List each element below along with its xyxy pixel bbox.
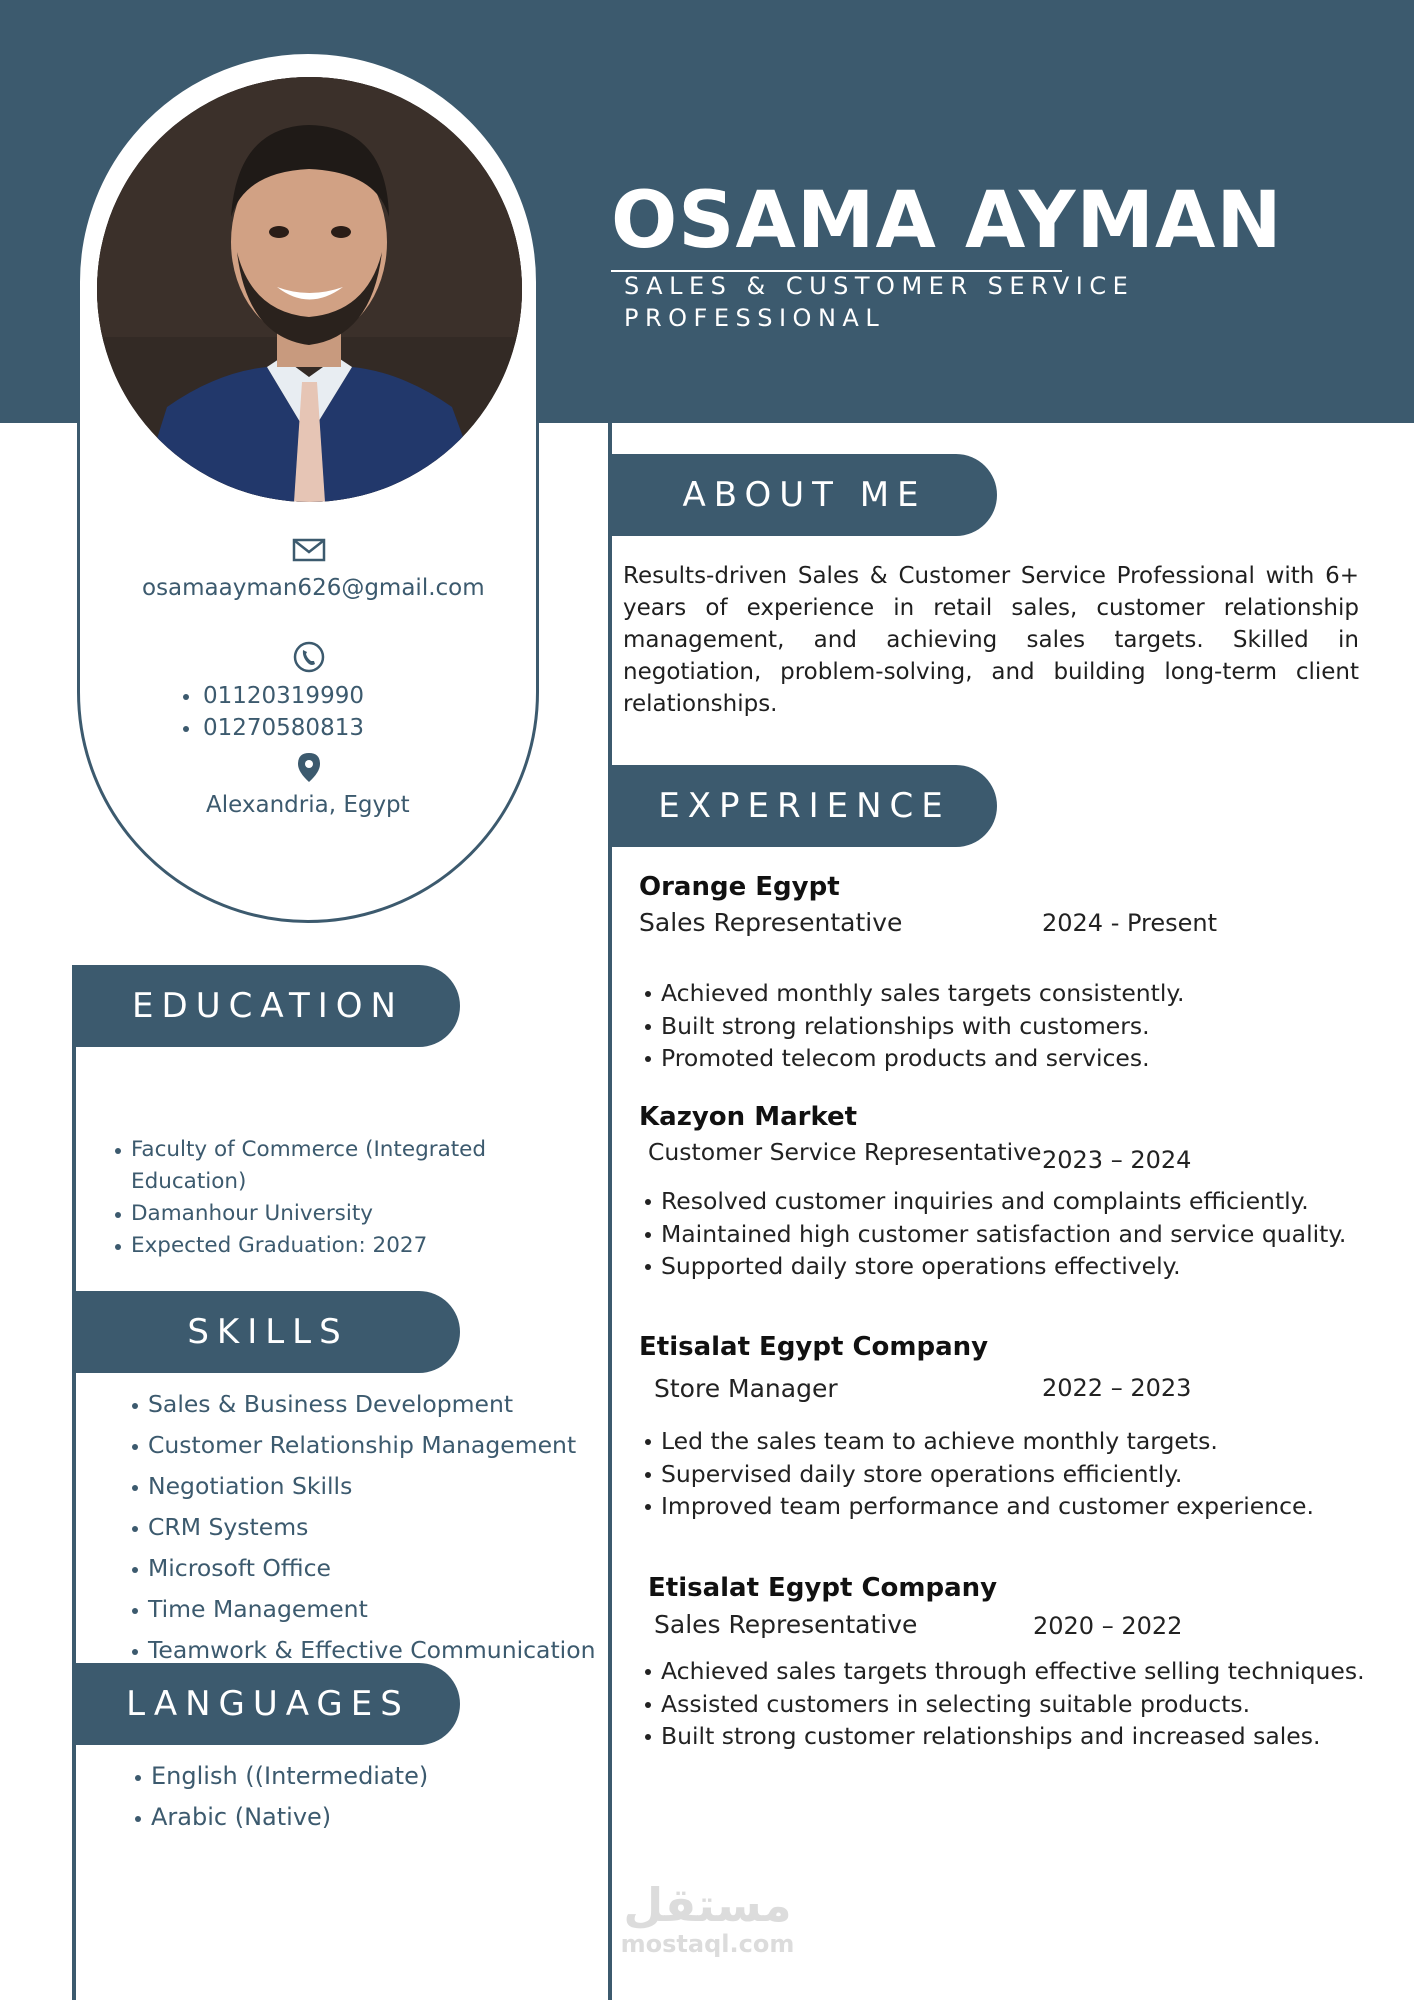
skills-heading: SKILLS bbox=[76, 1291, 460, 1373]
watermark-arabic: مستقل bbox=[623, 1878, 792, 1932]
skills-list bbox=[130, 1384, 595, 1671]
job-bullet: Supervised daily store operations efficiently. bbox=[643, 1458, 1314, 1491]
job-bullet: Built strong relationships with customers. bbox=[643, 1010, 1184, 1043]
skill-item: Negotiation Skills bbox=[130, 1466, 595, 1507]
job-dates: 2022 – 2023 bbox=[1042, 1374, 1192, 1402]
job-bullet: Assisted customers in selecting suitable products. bbox=[643, 1688, 1365, 1721]
left-column-rule bbox=[72, 965, 76, 2000]
education-heading: EDUCATION bbox=[76, 965, 460, 1047]
watermark-domain: mostaql.com bbox=[620, 1930, 795, 1958]
education-item: Damanhour University bbox=[113, 1198, 493, 1230]
job-dates: 2024 - Present bbox=[1042, 909, 1218, 937]
mail-icon bbox=[292, 533, 326, 567]
job-company: Orange Egypt bbox=[639, 872, 840, 902]
skill-item: CRM Systems bbox=[130, 1507, 595, 1548]
job-role: Store Manager bbox=[654, 1374, 838, 1403]
job-dates: 2020 – 2022 bbox=[1033, 1612, 1183, 1640]
job-bullet: Achieved sales targets through effective selling techniques. bbox=[643, 1655, 1365, 1688]
skill-item: Time Management bbox=[130, 1589, 595, 1630]
phone-number: 01120319990 bbox=[183, 680, 364, 712]
job-bullet: Supported daily store operations effectively. bbox=[643, 1250, 1346, 1283]
skill-item: Customer Relationship Management bbox=[130, 1425, 595, 1466]
about-me-heading: ABOUT ME bbox=[612, 454, 997, 536]
phone-list bbox=[183, 680, 364, 744]
skill-item: Microsoft Office bbox=[130, 1548, 595, 1589]
experience-heading: EXPERIENCE bbox=[612, 765, 997, 847]
location-pin-icon bbox=[292, 750, 326, 784]
profile-photo bbox=[97, 77, 522, 502]
job-role: Customer Service Representative bbox=[648, 1138, 1042, 1166]
email-address: osamaayman626@gmail.com bbox=[142, 575, 485, 601]
job-bullets bbox=[643, 1425, 1314, 1523]
job-role: Sales Representative bbox=[639, 908, 903, 937]
phone-number: 01270580813 bbox=[183, 712, 364, 744]
skill-item: Teamwork & Effective Communication bbox=[130, 1630, 595, 1671]
job-company: Kazyon Market bbox=[639, 1102, 858, 1132]
candidate-title: SALES & CUSTOMER SERVICE PROFESSIONAL bbox=[624, 272, 1135, 332]
job-role: Sales Representative bbox=[654, 1610, 918, 1639]
skill-item: Sales & Business Development bbox=[130, 1384, 595, 1425]
languages-list bbox=[133, 1756, 428, 1838]
job-bullet: Improved team performance and customer experience. bbox=[643, 1490, 1314, 1523]
job-company: Etisalat Egypt Company bbox=[648, 1573, 998, 1603]
education-item: Faculty of Commerce (Integrated Education) bbox=[113, 1134, 493, 1198]
education-list bbox=[113, 1134, 493, 1262]
languages-heading: LANGUAGES bbox=[76, 1663, 460, 1745]
language-item: English ((Intermediate) bbox=[133, 1756, 428, 1797]
job-bullet: Promoted telecom products and services. bbox=[643, 1042, 1184, 1075]
education-item: Expected Graduation: 2027 bbox=[113, 1230, 493, 1262]
job-bullet: Maintained high customer satisfaction and service quality. bbox=[643, 1218, 1346, 1251]
job-bullets bbox=[643, 977, 1184, 1075]
job-bullet: Led the sales team to achieve monthly targets. bbox=[643, 1425, 1314, 1458]
job-dates: 2023 – 2024 bbox=[1042, 1146, 1192, 1174]
job-bullets bbox=[643, 1185, 1346, 1283]
location: Alexandria, Egypt bbox=[206, 792, 410, 818]
about-me-text: Results-driven Sales & Customer Service Professional with 6+ years of experience in retail sales, customer relationship management, and achieving sales targets. Skilled in negotiation, problem-solving, and building long-term client relationships. bbox=[623, 563, 1359, 717]
right-column-rule bbox=[608, 423, 612, 2000]
candidate-name: OSAMA AYMAN bbox=[611, 176, 1283, 266]
job-bullets bbox=[643, 1655, 1365, 1753]
job-company: Etisalat Egypt Company bbox=[639, 1332, 989, 1362]
job-bullet: Resolved customer inquiries and complaints efficiently. bbox=[643, 1185, 1346, 1218]
job-bullet: Built strong customer relationships and increased sales. bbox=[643, 1720, 1365, 1753]
watermark bbox=[620, 1880, 795, 1958]
language-item: Arabic (Native) bbox=[133, 1797, 428, 1838]
phone-icon bbox=[292, 640, 326, 674]
job-bullet: Achieved monthly sales targets consistently. bbox=[643, 977, 1184, 1010]
